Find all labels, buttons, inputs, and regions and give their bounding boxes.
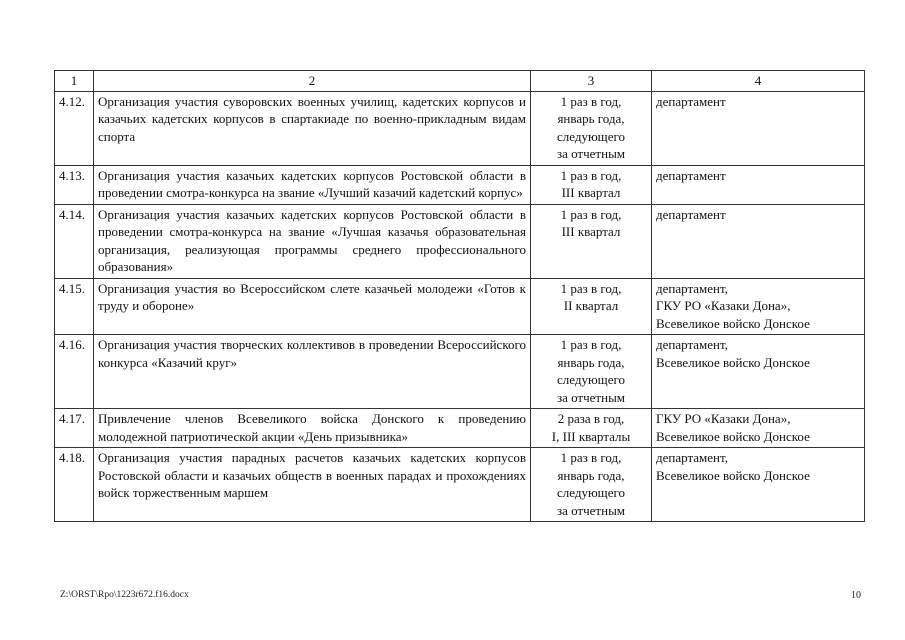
activity-term — [531, 409, 652, 448]
term-line: 1 раз в год, — [560, 280, 622, 296]
term-line: II квартал — [563, 298, 619, 313]
activity-name: Организация участия парадных расчетов казачьих кадетских корпусов Ростовской области и казачьих обществ в военных парадах и прохождениях войск торжественным маршем — [94, 448, 531, 522]
row-number: 4.15. — [55, 278, 94, 335]
activity-name: Организация участия казачьих кадетских корпусов Ростовской области в проведении смотра-конкурса на звание «Лучшая казачья образовательная организация, реализующая программы среднего профессионального образования» — [94, 204, 531, 278]
responsible-line: ГКУ РО «Казаки Дона», — [656, 411, 791, 426]
responsible-party — [652, 204, 865, 278]
table-body — [55, 91, 865, 522]
responsible-party — [652, 278, 865, 335]
responsible-line: департамент, — [656, 450, 728, 465]
responsible-line: Всевеликое войско Донское — [656, 428, 810, 444]
activity-term — [531, 278, 652, 335]
activity-name: Организация участия казачьих кадетских корпусов Ростовской области в проведении смотра-конкурса на звание «Лучший казачий кадетский корпус» — [94, 165, 531, 204]
activity-term — [531, 165, 652, 204]
term-line: III квартал — [561, 185, 621, 200]
responsible-line: департамент, — [656, 280, 728, 296]
activity-term — [531, 91, 652, 165]
term-line: 1 раз в год, — [560, 167, 622, 183]
table-row — [55, 335, 865, 409]
responsible-line: Всевеликое войско Донское — [656, 467, 810, 483]
table-row — [55, 278, 865, 335]
term-line: 1 раз в год, — [560, 93, 622, 109]
activity-term — [531, 448, 652, 522]
term-line: следующего — [557, 128, 625, 144]
header-col-2: 2 — [94, 71, 531, 92]
activity-name: Организация участия суворовских военных училищ, кадетских корпусов и казачьих кадетских корпусов в спартакиаде по военно-прикладным видам спорта — [94, 91, 531, 165]
responsible-line: департамент — [656, 206, 726, 222]
term-line: за отчетным — [556, 502, 626, 518]
table-row — [55, 448, 865, 522]
header-col-4: 4 — [652, 71, 865, 92]
row-number: 4.14. — [55, 204, 94, 278]
responsible-party — [652, 91, 865, 165]
term-line: 1 раз в год, — [560, 450, 622, 465]
activity-term — [531, 204, 652, 278]
term-line: следующего — [557, 485, 625, 500]
responsible-party — [652, 448, 865, 522]
responsible-line: департамент — [656, 93, 726, 109]
table-row — [55, 91, 865, 165]
activity-name: Организация участия во Всероссийском слете казачьей молодежи «Готов к труду и обороне» — [94, 278, 531, 335]
activity-term — [531, 335, 652, 409]
activity-plan-table — [54, 70, 865, 522]
row-number: 4.12. — [55, 91, 94, 165]
responsible-line: департамент, — [656, 337, 728, 352]
row-number: 4.13. — [55, 165, 94, 204]
term-line: январь года, — [557, 467, 625, 483]
responsible-party — [652, 409, 865, 448]
activity-name: Привлечение членов Всевеликого войска Донского к проведению молодежной патриотической акции «День призывника» — [94, 409, 531, 448]
term-line: январь года, — [557, 354, 625, 370]
term-line: за отчетным — [556, 146, 626, 161]
responsible-line: департамент — [656, 167, 726, 183]
responsible-party — [652, 165, 865, 204]
table-row — [55, 165, 865, 204]
term-line: 1 раз в год, — [560, 206, 622, 222]
term-line: I, III кварталы — [551, 428, 631, 444]
term-line: III квартал — [561, 224, 621, 239]
table-row — [55, 409, 865, 448]
footer-file-path: Z:\ORST\Rpo\1223r672.f16.docx — [60, 590, 189, 600]
row-number: 4.18. — [55, 448, 94, 522]
table-row — [55, 204, 865, 278]
header-col-1: 1 — [55, 71, 94, 92]
term-line: 1 раз в год, — [560, 337, 622, 352]
responsible-party — [652, 335, 865, 409]
row-number: 4.16. — [55, 335, 94, 409]
term-line: 2 раза в год, — [557, 411, 625, 426]
responsible-line: Всевеликое войско Донское — [656, 354, 810, 370]
term-line: за отчетным — [556, 389, 626, 405]
header-col-3: 3 — [531, 71, 652, 92]
activity-name: Организация участия творческих коллективов в проведении Всероссийского конкурса «Казачий круг» — [94, 335, 531, 409]
row-number: 4.17. — [55, 409, 94, 448]
table-header-row — [55, 71, 865, 92]
responsible-line: Всевеликое войско Донское — [656, 315, 810, 331]
responsible-line: ГКУ РО «Казаки Дона», — [656, 298, 791, 313]
term-line: январь года, — [557, 111, 625, 126]
term-line: следующего — [557, 372, 625, 387]
footer-page-number: 10 — [851, 590, 861, 601]
